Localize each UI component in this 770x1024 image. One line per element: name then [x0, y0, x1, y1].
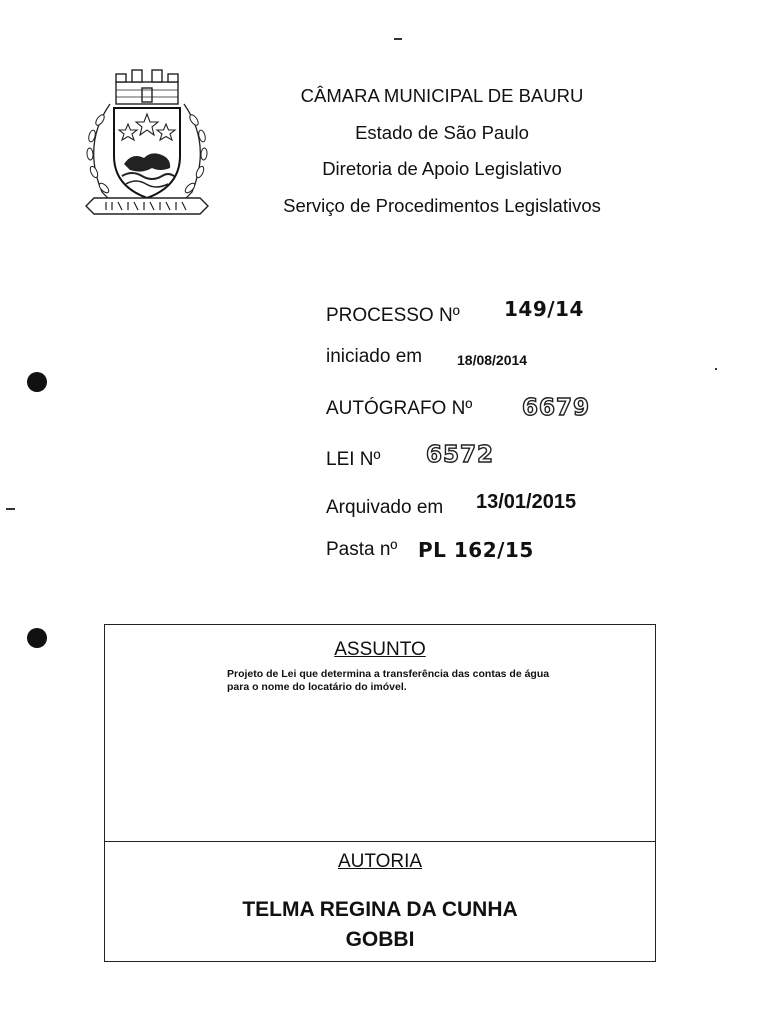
- autografo-row: [326, 395, 591, 421]
- autoria-name-line1: TELMA REGINA DA CUNHA: [242, 898, 518, 921]
- punch-hole-top: [27, 372, 47, 392]
- document-header: [240, 78, 644, 224]
- scan-mark: [394, 38, 402, 40]
- municipal-coat-of-arms-icon: [72, 64, 222, 224]
- iniciado-value: 18/08/2014: [457, 352, 528, 368]
- assunto-title: ASSUNTO: [334, 639, 426, 660]
- lei-row: [326, 442, 495, 471]
- header-service: Serviço de Procedimentos Legislativos: [283, 194, 601, 216]
- autografo-label: AUTÓGRAFO Nº: [326, 398, 473, 419]
- scan-mark: [6, 508, 15, 510]
- processo-value: 149/14: [504, 297, 584, 321]
- pasta-row: [326, 538, 534, 562]
- autografo-value: 6679: [522, 395, 591, 421]
- arquivado-value: 13/01/2015: [476, 491, 577, 513]
- assunto-text: Projeto de Lei que determina a transferência das contas de água para o nome do locatário do imóvel.: [227, 668, 550, 693]
- arquivado-row: [326, 491, 577, 519]
- autoria-name: [105, 895, 655, 955]
- box-divider: [105, 841, 655, 842]
- lei-value: 6572: [426, 442, 495, 468]
- processo-row: [326, 297, 584, 327]
- header-institution: CÂMARA MUNICIPAL DE BAURU: [300, 85, 584, 106]
- pasta-label: Pasta nº: [326, 539, 398, 560]
- autoria-title: AUTORIA: [337, 851, 423, 872]
- assunto-autoria-box: [104, 624, 656, 962]
- arquivado-label: Arquivado em: [326, 497, 444, 518]
- header-directorate: Diretoria de Apoio Legislativo: [322, 158, 562, 179]
- header-state: Estado de São Paulo: [355, 121, 529, 143]
- punch-hole-bottom: [27, 628, 47, 648]
- autoria-name-line2: GOBBI: [345, 928, 415, 951]
- iniciado-label: iniciado em: [326, 346, 423, 367]
- scan-mark: [715, 368, 717, 370]
- pasta-value: PL 162/15: [418, 538, 534, 562]
- iniciado-row: [326, 346, 528, 368]
- lei-label: LEI Nº: [326, 449, 381, 470]
- processo-label: PROCESSO Nº: [326, 305, 460, 326]
